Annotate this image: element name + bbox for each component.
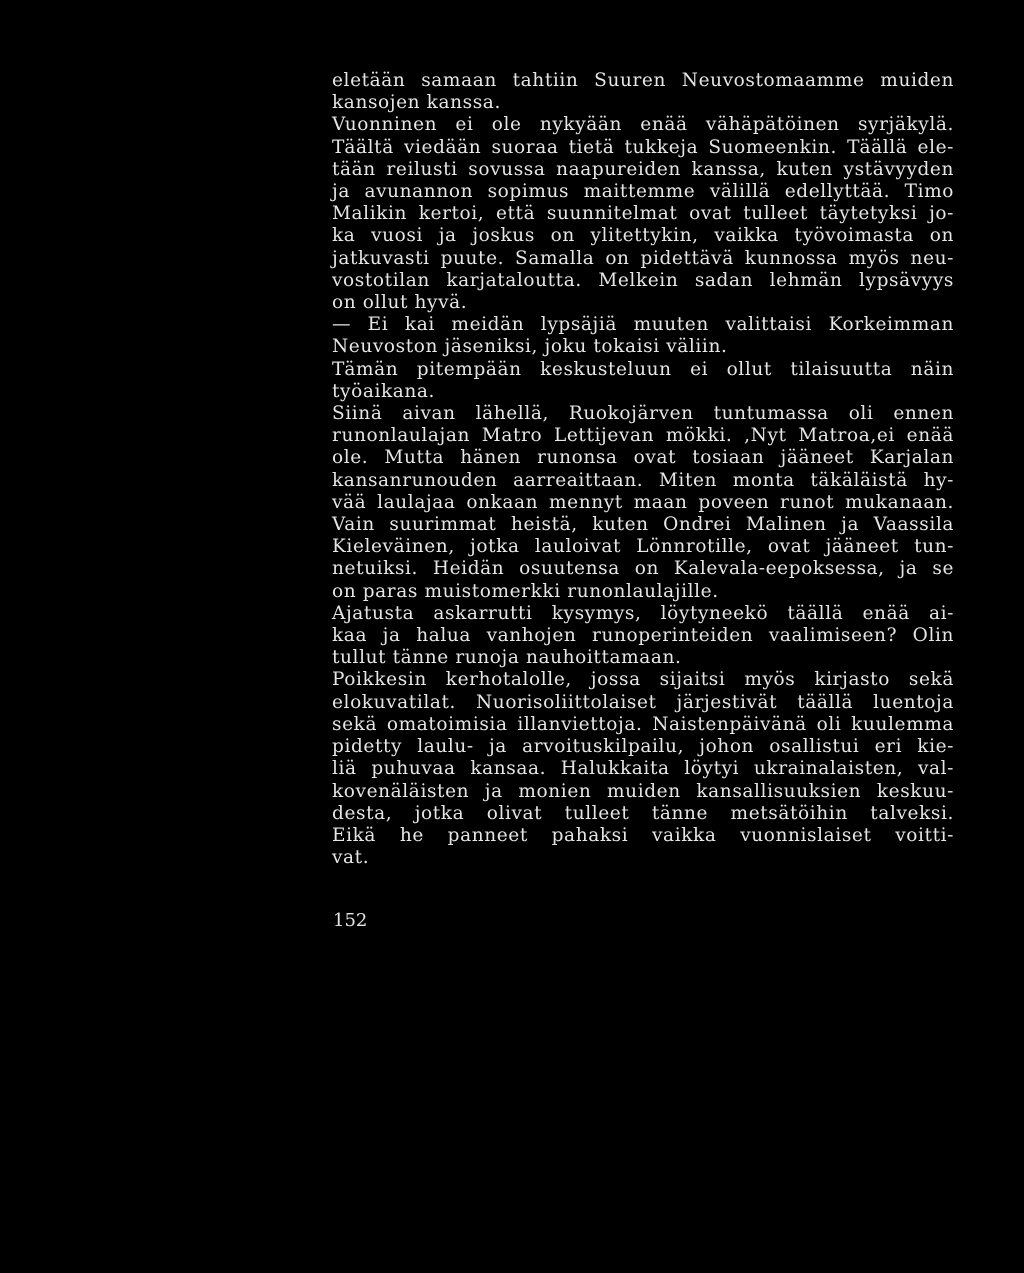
- text-line: ka vuosi ja joskus on ylitettykin, vaikka työvoimasta on: [332, 225, 954, 247]
- text-line: jatkuvasti puute. Samalla on pidettävä kunnossa myös neu-: [332, 247, 954, 269]
- text-line: eletään samaan tahtiin Suuren Neuvostomaamme muiden: [332, 70, 954, 91]
- text-line: — Ei kai meidän lypsäjiä muuten valittaisi Korkeimman: [332, 314, 954, 336]
- text-line: Kieleväinen, jotka lauloivat Lönnrotille, ovat jääneet tun-: [332, 536, 954, 558]
- text-line: sekä omatoimisia illanviettoja. Naistenpäivänä oli kuulemma: [332, 713, 954, 735]
- text-line: Täältä viedään suoraa tietä tukkeja Suomeenkin. Täällä ele-: [332, 136, 954, 158]
- text-line: Poikkesin kerhotalolle, jossa sijaitsi myös kirjasto sekä: [332, 669, 954, 691]
- text-line: Vuonninen ei ole nykyään enää vähäpätöinen syrjäkylä.: [332, 114, 954, 136]
- text-line: Malikin kertoi, että suunnitelmat ovat tulleet täytetyksi jo-: [332, 203, 954, 225]
- text-line: tullut tänne runoja nauhoittamaan.: [332, 647, 682, 669]
- text-line: liä puhuvaa kansaa. Halukkaita löytyi ukrainalaisten, val-: [332, 758, 954, 780]
- page-number: 152: [333, 910, 368, 931]
- text-line: kaa ja halua vanhojen runoperinteiden vaalimiseen? Olin: [332, 625, 954, 647]
- text-line: kovenäläisten ja monien muiden kansallisuuksien keskuu-: [332, 780, 954, 802]
- text-line: on paras muistomerkki runonlaulajille.: [332, 580, 719, 602]
- text-line: Vain suurimmat heistä, kuten Ondrei Malinen ja Vaassila: [332, 514, 954, 536]
- text-line: on ollut hyvä.: [332, 292, 468, 314]
- text-line: työaikana.: [332, 380, 436, 402]
- text-line: Siinä aivan lähellä, Ruokojärven tuntumassa oli ennen: [332, 403, 954, 425]
- text-line: pidetty laulu- ja arvoituskilpailu, johon osallistui eri kie-: [332, 736, 954, 758]
- text-line: kansanrunouden aarreaittaan. Miten monta täkäläistä hy-: [332, 469, 954, 491]
- text-line: desta, jotka olivat tulleet tänne metsätöihin talveksi.: [332, 802, 954, 824]
- text-line: elokuvatilat. Nuorisoliittolaiset järjestivät täällä luentoja: [332, 691, 954, 713]
- text-line: vää laulajaa onkaan mennyt maan poveen runot mukanaan.: [332, 491, 954, 513]
- text-line: Eikä he panneet pahaksi vaikka vuonnislaiset voitti-: [332, 824, 954, 846]
- body-text: [332, 70, 954, 869]
- text-line: ja avunannon sopimus maittemme välillä edellyttää. Timo: [332, 181, 954, 203]
- text-line: runonlaulajan Matro Lettijevan mökki. ,Nyt Matroa,ei enää: [332, 425, 954, 447]
- text-line: vat.: [332, 847, 370, 869]
- text-line: vostotilan karjataloutta. Melkein sadan lehmän lypsävyys: [332, 269, 954, 291]
- text-line: Neuvoston jäseniksi, joku tokaisi väliin.: [332, 336, 728, 358]
- text-line: tään reilusti sovussa naapureiden kanssa, kuten ystävyyden: [332, 158, 954, 180]
- text-line: ole. Mutta hänen runonsa ovat tosiaan jääneet Karjalan: [332, 447, 954, 469]
- text-line: Ajatusta askarrutti kysymys, löytyneekö täällä enää ai-: [332, 602, 954, 624]
- text-line: netuiksi. Heidän osuutensa on Kalevala-eepoksessa, ja se: [332, 558, 954, 580]
- text-line: kansojen kanssa.: [332, 92, 501, 114]
- text-line: Tämän pitempään keskusteluun ei ollut tilaisuutta näin: [332, 358, 954, 380]
